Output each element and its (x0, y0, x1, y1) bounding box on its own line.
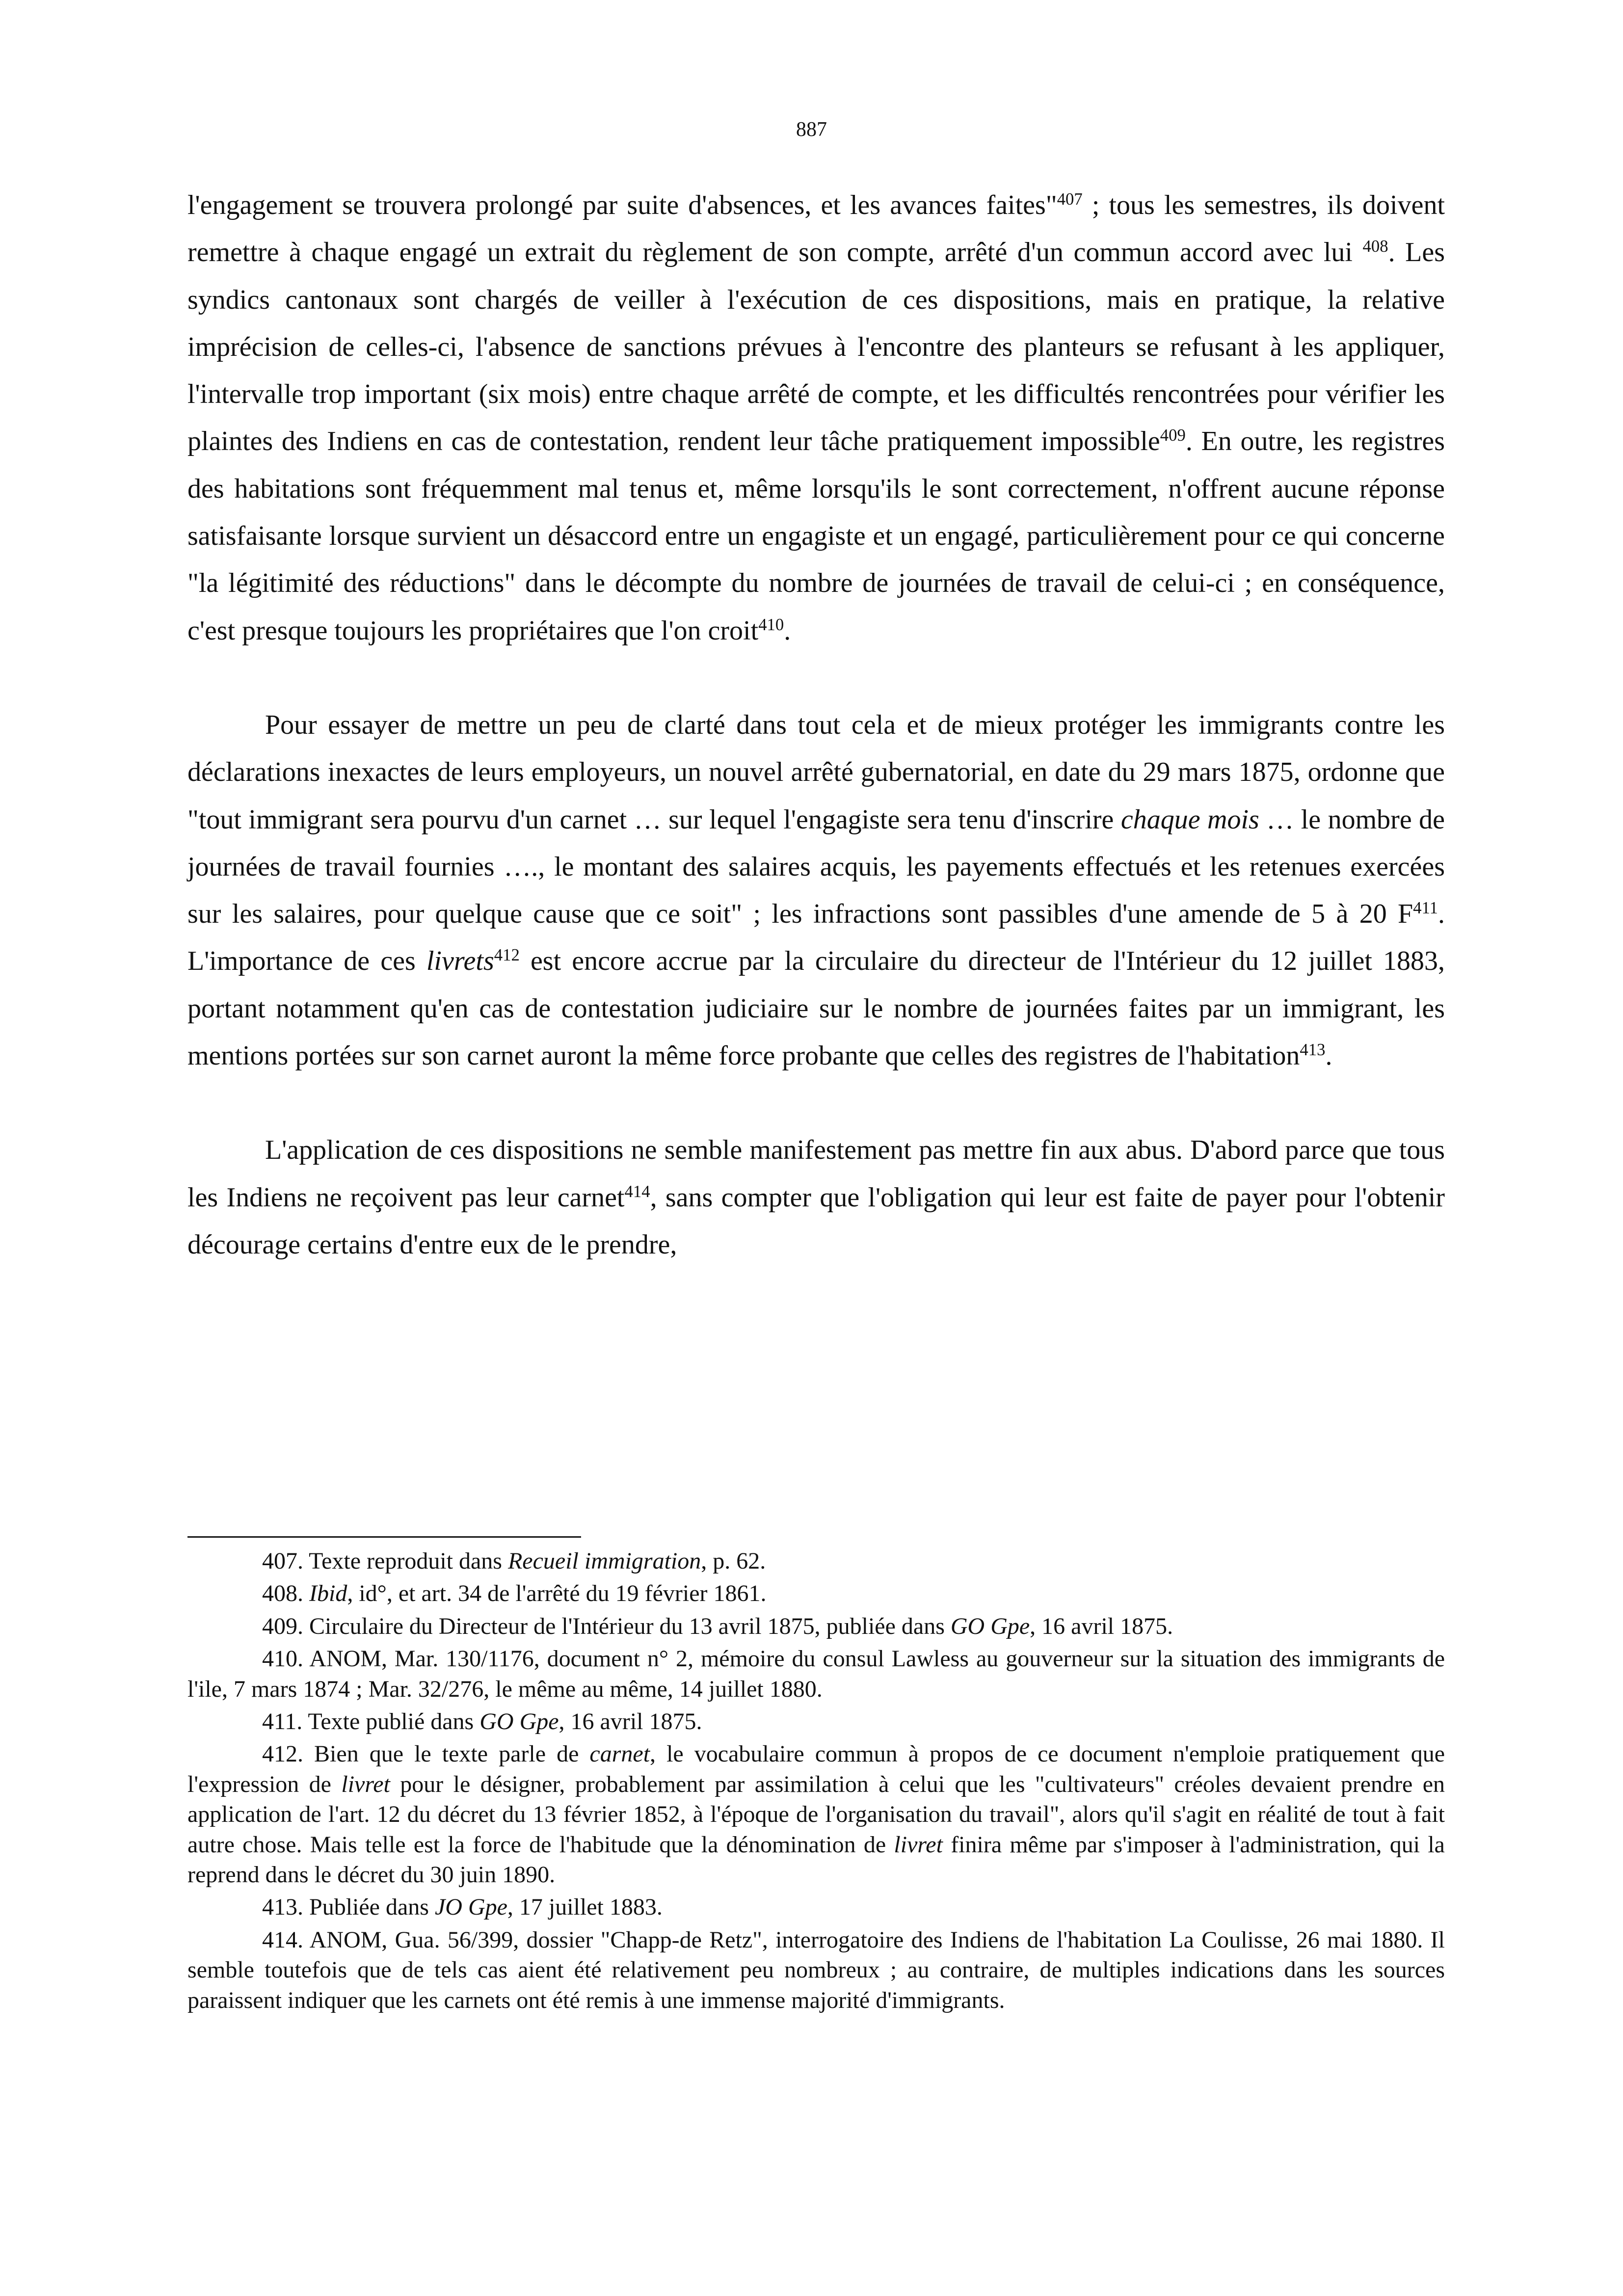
footnotes (187, 1546, 1445, 2015)
text-run: 410. ANOM, Mar. 130/1176, document n° 2, mémoire du consul Lawless au gouverneur sur la situation des immigrants de l'ile, 7 mars 1874 ; Mar. 32/276, le même au même, 14 juillet 1880. (187, 1646, 1445, 1702)
footnote (187, 1925, 1445, 2015)
text-run: . (784, 615, 791, 646)
text-run: , id°, et art. 34 de l'arrêté du 19 février 1861. (347, 1580, 767, 1607)
text-run: 408. (262, 1580, 309, 1607)
footnote (187, 1611, 1445, 1641)
text-run: 409. Circulaire du Directeur de l'Intérieur du 13 avril 1875, publiée dans (262, 1613, 951, 1639)
text-run: 414. ANOM, Gua. 56/399, dossier "Chapp-de Retz", interrogatoire des Indiens de l'habitation La Coulisse, 26 mai 1880. Il semble toutefois que de tels cas aient été relativement peu nombreux ; au contraire, de multiples indications dans les sources paraissent indiquer que les carnets ont été remis à une immense majorité d'immigrants. (187, 1926, 1445, 2013)
page-number: 887 (796, 118, 827, 141)
footnote (187, 1644, 1445, 1704)
text-run: . (1325, 1041, 1332, 1071)
footnote-ref: 412 (494, 945, 520, 965)
footnote-ref: 409 (1160, 426, 1186, 445)
text-run: . Les syndics cantonaux sont chargés de veiller à l'exécution de ces dispositions, mais en pratique, la relative imprécision de celles-ci, l'absence de sanctions prévues à l'encontre des planteurs se refusant à les appliquer, l'intervalle trop important (six mois) entre chaque arrêté de compte, et les difficultés rencontrées pour vérifier les plaintes des Indiens en cas de contestation, rendent leur tâche pratiquement impossible (187, 237, 1445, 457)
text-run: pour le désigner, probablement par assimilation à celui que les "cultivateurs" créoles devaient prendre en application de l'art. 12 du décret du 13 février 1852, à l'époque de l'organisation du travail", alors qu'il s'agit en réalité de tout à fait autre chose. Mais telle est la force de l'habitude que la dénomination de (187, 1771, 1445, 1858)
text-run: , p. 62. (701, 1548, 766, 1574)
text-run: Pour essayer de mettre un peu de clarté dans tout cela et de mieux protéger les immigrants contre les déclarations inexactes de leurs employeurs, un nouvel arrêté gubernatorial, en date du 29 mars 1875, ordonne que "tout immigrant sera pourvu d'un carnet … sur lequel l'engagiste sera tenu d'inscrire (187, 709, 1445, 835)
footnote-ref: 408 (1362, 237, 1388, 256)
footnote-separator (187, 1536, 581, 1538)
italic-text: Recueil immigration (507, 1548, 701, 1574)
italic-text: carnet (589, 1741, 650, 1767)
footnote (187, 1546, 1445, 1576)
text-run: l'engagement se trouvera prolongé par suite d'absences, et les avances faites" (187, 190, 1057, 220)
body-text (187, 182, 1445, 1268)
italic-text: livret (894, 1831, 943, 1858)
text-run: , 16 avril 1875. (1030, 1613, 1173, 1639)
text-run: L'application de ces dispositions ne semble manifestement pas mettre fin aux abus. D'abord parce que tous les Indiens ne reçoivent pas leur carnet (187, 1135, 1445, 1213)
footnote (187, 1739, 1445, 1890)
text-run: 411. Texte publié dans (262, 1709, 480, 1735)
text-run: 413. Publiée dans (262, 1894, 435, 1921)
text-run: est encore accrue par la circulaire du directeur de l'Intérieur du 12 juillet 1883, portant notamment qu'en cas de contestation judiciaire sur le nombre de journées faites par un immigrant, les mentions portées sur son carnet auront la même force probante que celles des registres de l'habitation (187, 946, 1445, 1071)
paragraph (187, 701, 1445, 1079)
text-run: 412. Bien que le texte parle de (262, 1741, 590, 1767)
paragraph (187, 182, 1445, 654)
italic-text: Ibid (309, 1580, 347, 1607)
footnote (187, 1578, 1445, 1608)
paragraph (187, 1126, 1445, 1268)
text-run: ; tous les semestres, ils doivent remettre à chaque engagé un extrait du règlement de son compte, arrêté d'un commun accord avec lui (187, 190, 1445, 268)
text-run: … le nombre de journées de travail fournies …., le montant des salaires acquis, les payements effectués et les retenues exercées sur les salaires, pour quelque cause que ce soit" ; les infractions sont passibles d'une amende de 5 à 20 F (187, 804, 1445, 930)
text-run: finira même par s'imposer à l'administration, qui la reprend dans le décret du 30 juin 1890. (187, 1831, 1445, 1888)
italic-text: GO Gpe (950, 1613, 1030, 1639)
text-run: . En outre, les registres des habitations sont fréquemment mal tenus et, même lorsqu'ils le sont correctement, n'offrent aucune réponse satisfaisante lorsque survient un désaccord entre un engagiste et un engagé, particulièrement pour ce qui concerne "la légitimité des réductions" dans le décompte du nombre de journées de travail de celui-ci ; en conséquence, c'est presque toujours les propriétaires que l'on croit (187, 426, 1445, 646)
footnote-ref: 411 (1413, 898, 1438, 918)
italic-text: livrets (426, 946, 494, 977)
text-run: , sans compter que l'obligation qui leur est faite de payer pour l'obtenir décourage certains d'entre eux de le prendre, (187, 1182, 1445, 1260)
text-run: , 17 juillet 1883. (507, 1894, 663, 1921)
text-run: 407. Texte reproduit dans (262, 1548, 508, 1574)
footnote (187, 1892, 1445, 1922)
footnote-ref: 414 (624, 1181, 650, 1201)
italic-text: livret (341, 1771, 390, 1797)
footnote-ref: 407 (1057, 189, 1083, 209)
text-run: . L'importance de ces (187, 899, 1445, 977)
footnote (187, 1707, 1445, 1736)
text-run: , le vocabulaire commun à propos de ce document n'emploie pratiquement que l'expression de (187, 1741, 1445, 1797)
italic-text: GO Gpe (479, 1709, 559, 1735)
italic-text: JO Gpe (434, 1894, 507, 1921)
italic-text: chaque mois (1120, 804, 1259, 835)
text-run: , 16 avril 1875. (559, 1709, 702, 1735)
footnote-ref: 413 (1300, 1040, 1326, 1059)
footnote-ref: 410 (758, 614, 784, 634)
